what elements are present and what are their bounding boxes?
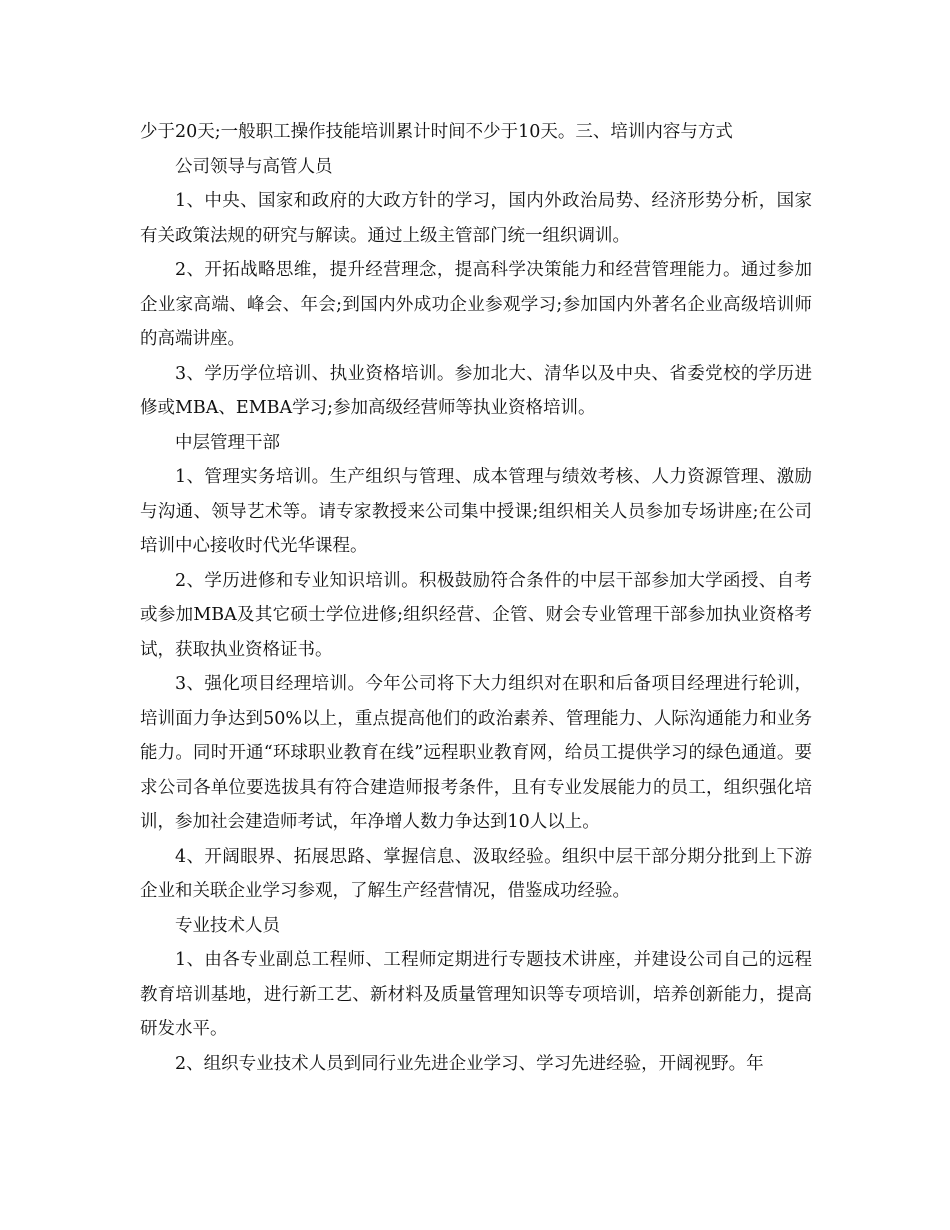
continuation-paragraph: 少于20天;一般职工操作技能培训累计时间不少于10天。三、培训内容与方式: [140, 122, 733, 142]
section-heading-technical-staff: 专业技术人员: [175, 915, 280, 936]
paragraph: 2、开拓战略思维，提升经营理念，提高科学决策能力和经营管理能力。通过参加企业家高端、峰会、年会;到国内外成功企业参观学习;参加国内外著名企业高级培训师的高端讲座。: [140, 260, 812, 349]
paragraph: 4、开阔眼界、拓展思路、掌握信息、汲取经验。组织中层干部分期分批到上下游企业和关联企业学习参观，了解生产经营情况，借鉴成功经验。: [140, 846, 812, 901]
paragraph: 2、组织专业技术人员到同行业先进企业学习、学习先进经验，开阔视野。年: [175, 1053, 764, 1074]
paragraph: 1、中央、国家和政府的大政方针的学习，国内外政治局势、经济形势分析，国家有关政策法规的研究与解读。通过上级主管部门统一组织调训。: [140, 191, 812, 246]
section-heading-leadership: 公司领导与高管人员: [175, 156, 333, 177]
paragraph: 1、由各专业副总工程师、工程师定期进行专题技术讲座，并建设公司自己的远程教育培训基地，进行新工艺、新材料及质量管理知识等专项培训，培养创新能力，提高研发水平。: [140, 950, 812, 1039]
paragraph: 3、学历学位培训、执业资格培训。参加北大、清华以及中央、省委党校的学历进修或MBA、EMBA学习;参加高级经营师等执业资格培训。: [140, 363, 812, 418]
document-body: [140, 115, 812, 1081]
paragraph: 2、学历进修和专业知识培训。积极鼓励符合条件的中层干部参加大学函授、自考或参加MBA及其它硕士学位进修;组织经营、企管、财会专业管理干部参加执业资格考试，获取执业资格证书。: [140, 570, 812, 660]
paragraph: 1、管理实务培训。生产组织与管理、成本管理与绩效考核、人力资源管理、激励与沟通、领导艺术等。请专家教授来公司集中授课;组织相关人员参加专场讲座;在公司培训中心接收时代光华课程。: [140, 467, 812, 556]
section-heading-middle-management: 中层管理干部: [175, 432, 280, 453]
paragraph: 3、强化项目经理培训。今年公司将下大力组织对在职和后备项目经理进行轮训，培训面力争达到50%以上，重点提高他们的政治素养、管理能力、人际沟通能力和业务能力。同时开通“环球职业教育在线”远程职业教育网，给员工提供学习的绿色通道。要求公司各单位要选拔具有符合建造师报考条件，且有专业发展能力的员工，组织强化培训，参加社会建造师考试，年净增人数力争达到10人以上。: [140, 674, 812, 832]
